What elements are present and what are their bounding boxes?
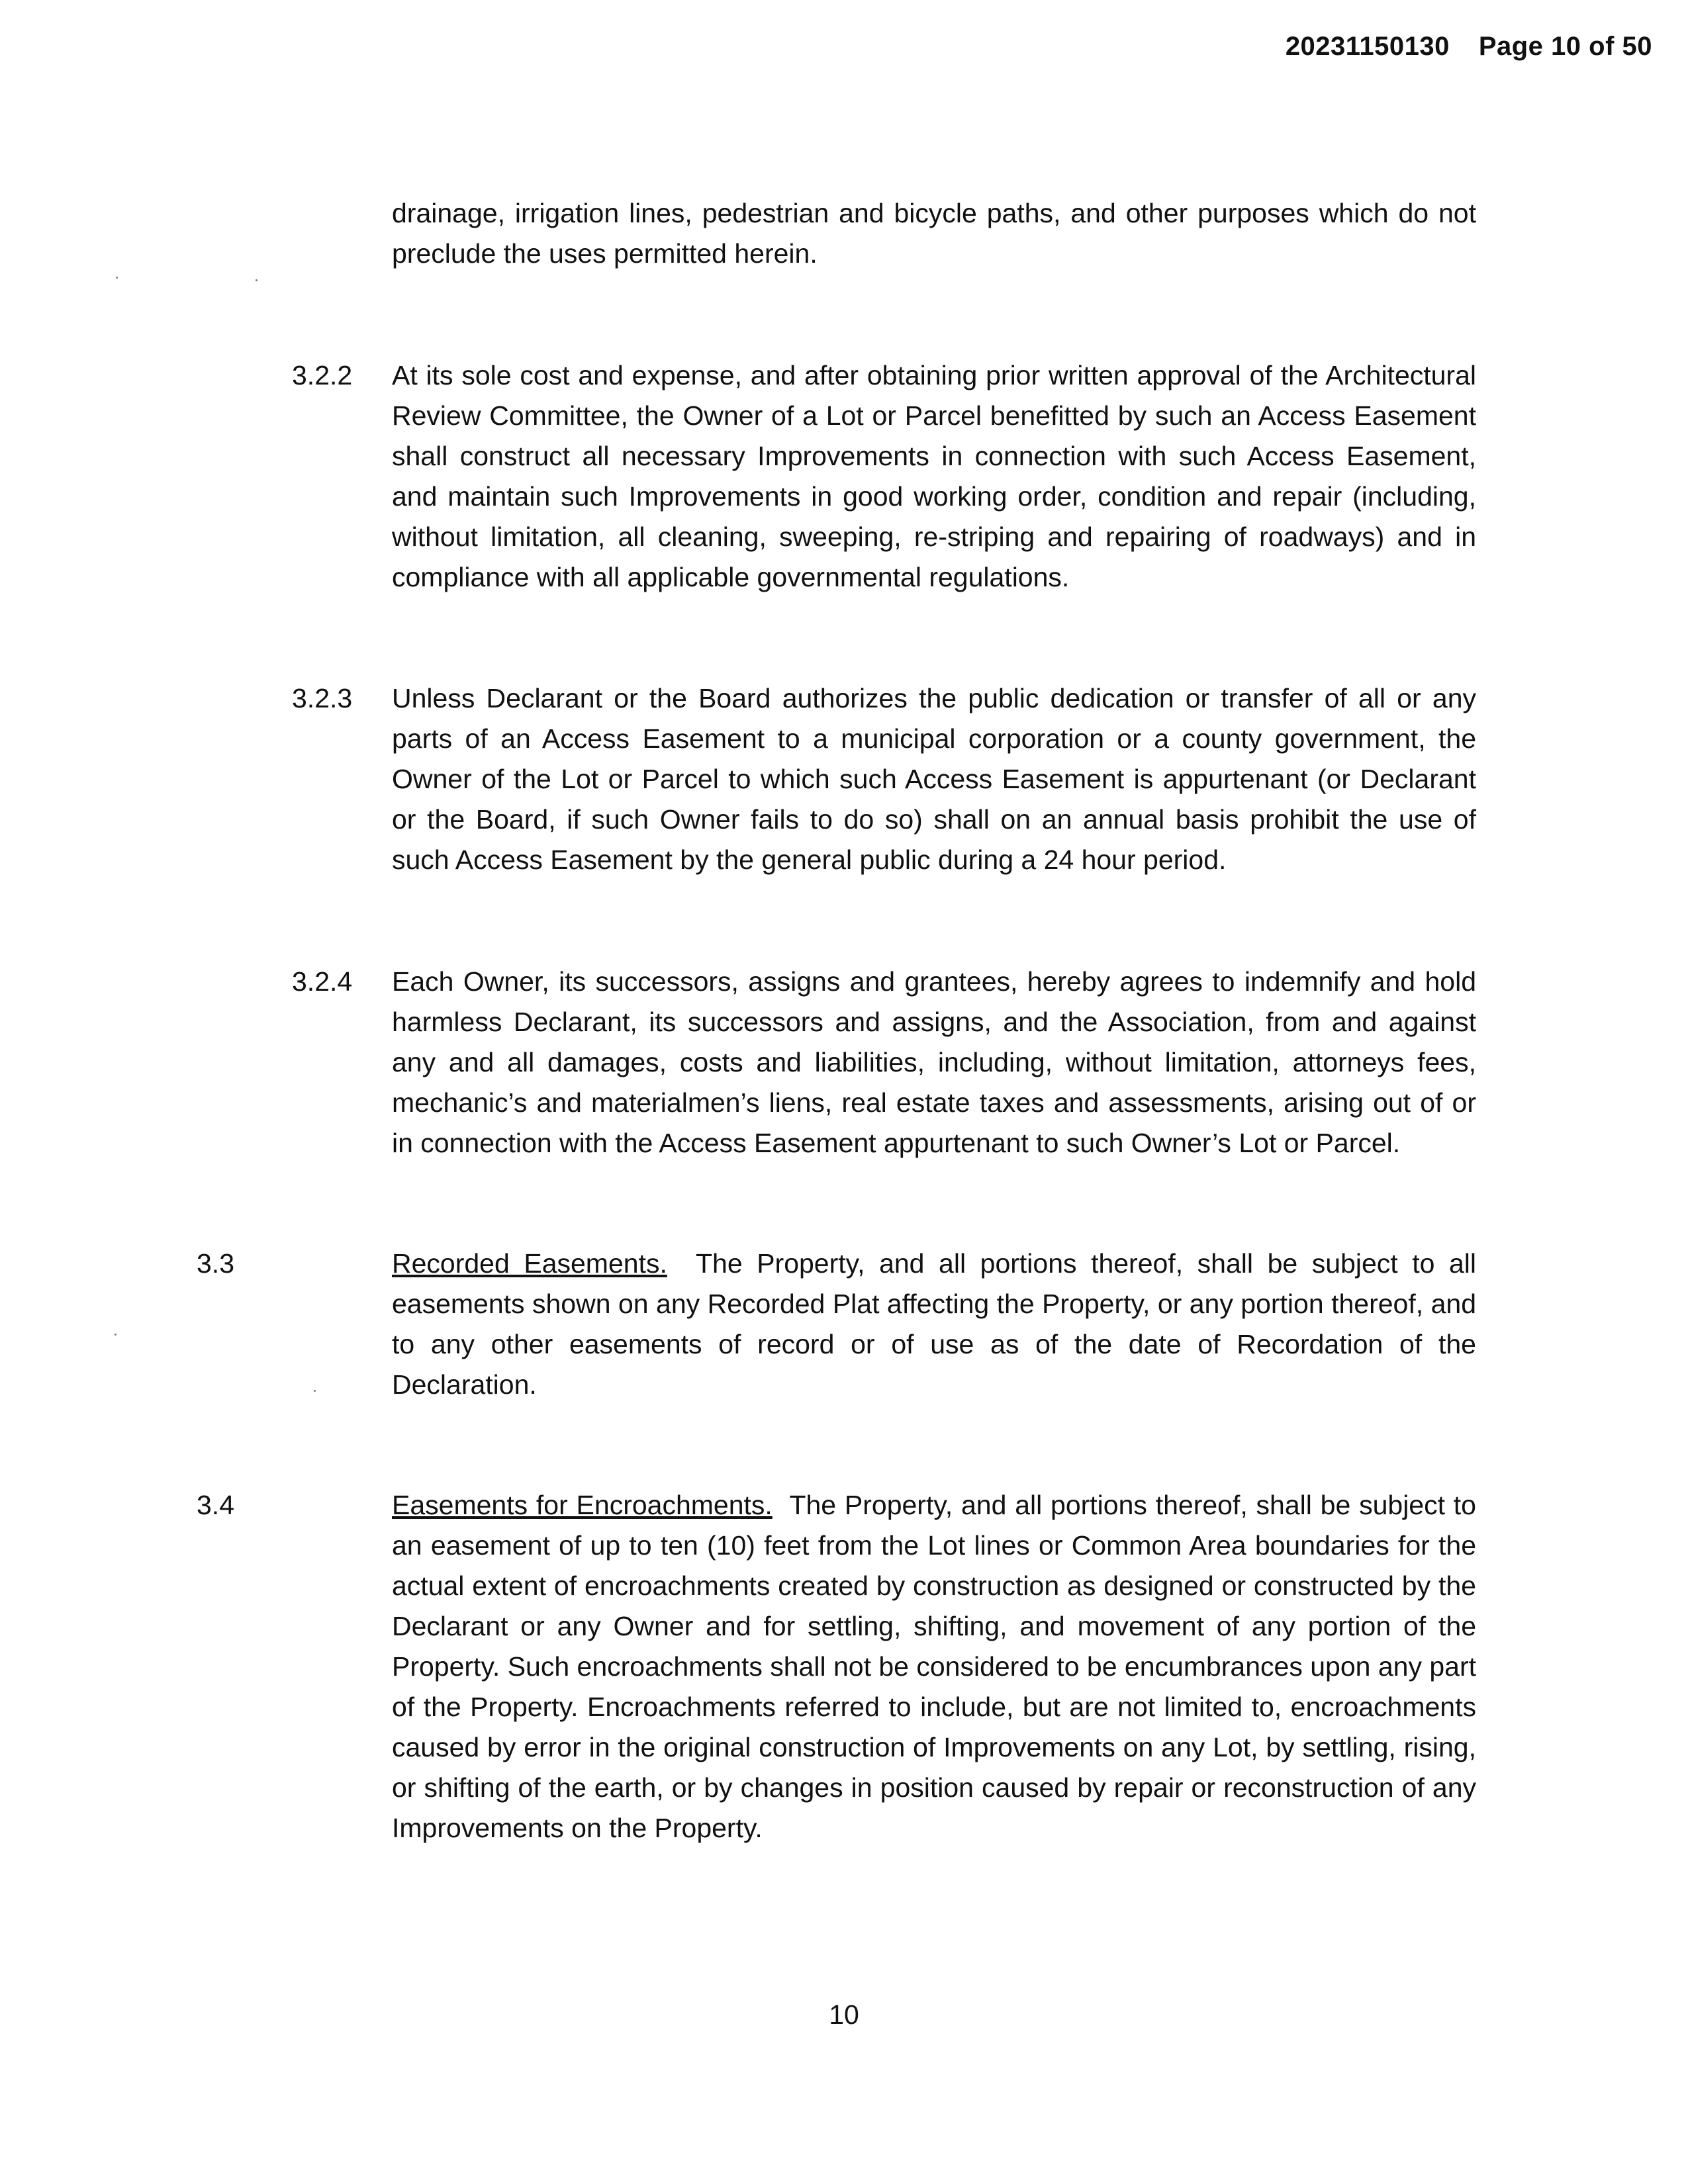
section-text-3-2-3: Unless Declarant or the Board authorizes the public dedication or transfer of all or any parts of an Access Easement to a municipal corporation or a county government, the Owner of the Lot or Parcel to which such Access Easement is appurtenant (or Declarant or the Board, if such Owner fails to do so) shall on an annual basis prohibit the use of such Access Easement by the general public during a 24 hour period.	[392, 683, 1476, 875]
section-heading-recorded-easements: Recorded Easements.	[392, 1248, 667, 1279]
continuation-paragraph: drainage, irrigation lines, pedestrian and bicycle paths, and other purposes which do not preclude the uses permitted herein.	[392, 198, 1476, 269]
page-header	[1286, 32, 1652, 62]
page-indicator: Page 10 of 50	[1478, 32, 1652, 61]
section-text-3-2-2: At its sole cost and expense, and after obtaining prior written approval of the Architectural Review Committee, the Owner of a Lot or Parcel benefitted by such an Access Easement shall construct all necessary Improvements in connection with such Access Easement, and maintain such Improvements in good working order, condition and repair (including, without limitation, all cleaning, sweeping, re-striping and repairing of roadways) and in compliance with all applicable governmental regulations.	[392, 360, 1476, 592]
section-text-3-3: The Property, and all portions thereof, shall be subject to all easements shown on any Recorded Plat affecting the Property, or any portion thereof, and to any other easements of record or of use as of the date of Recordation of the Declaration.	[392, 1248, 1476, 1400]
scan-speck	[256, 279, 258, 281]
section-3-4-paragraph	[392, 1485, 1476, 1848]
section-heading-easements-for-encroachments: Easements for Encroachments.	[392, 1490, 773, 1520]
scan-speck	[116, 277, 118, 279]
section-number-3-2-3: 3.2.3	[292, 683, 353, 713]
section-number-3-2-4: 3.2.4	[292, 966, 353, 997]
scan-speck	[314, 1390, 316, 1392]
page-number-footer: 10	[829, 1999, 859, 2030]
section-3-3-paragraph	[392, 1244, 1476, 1405]
document-number: 20231150130	[1285, 32, 1450, 61]
section-number-3-3: 3.3	[197, 1248, 234, 1279]
section-number-3-2-2: 3.2.2	[292, 360, 353, 390]
section-text-3-2-4: Each Owner, its successors, assigns and grantees, hereby agrees to indemnify and hold harmless Declarant, its successors and assigns, and the Association, from and against any and all damages, costs and liabilities, including, without limitation, attorneys fees, mechanic’s and materialmen’s liens, real estate taxes and assessments, arising out of or in connection with the Access Easement appurtenant to such Owner’s Lot or Parcel.	[392, 966, 1476, 1158]
section-text-3-4: The Property, and all portions thereof, shall be subject to an easement of up to ten (10) feet from the Lot lines or Common Area boundaries for the actual extent of encroachments created by construction as designed or constructed by the Declarant or any Owner and for settling, shifting, and movement of any portion of the Property. Such encroachments shall not be considered to be encumbrances upon any part of the Property. Encroachments referred to include, but are not limited to, encroachments caused by error in the original construction of Improvements on any Lot, by settling, rising, or shifting of the earth, or by changes in position caused by repair or reconstruction of any Improvements on the Property.	[392, 1490, 1476, 1843]
scan-speck	[115, 1334, 117, 1336]
section-number-3-4: 3.4	[197, 1490, 234, 1520]
